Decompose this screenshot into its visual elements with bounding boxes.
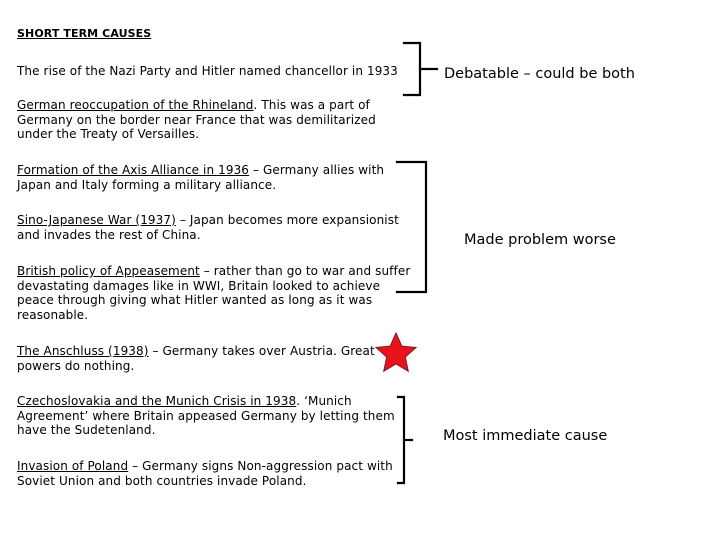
cause-rhineland-description: . This was a part of Germany on the border near France that was demilitarized under the Treaty of Versailles. xyxy=(17,98,376,141)
cause-anschluss-heading: The Anschluss (1938) xyxy=(17,344,149,358)
star-icon xyxy=(376,333,416,371)
bracket-debatable xyxy=(404,43,420,95)
cause-nazi-rise-text: The rise of the Nazi Party and Hitler named chancellor in 1933 xyxy=(17,64,398,78)
label-most-immediate-cause: Most immediate cause xyxy=(443,428,608,444)
cause-invasion-of-poland-description: – Germany signs Non-aggression pact with Soviet Union and both countries invade Poland. xyxy=(17,459,393,488)
cause-anschluss-description: – Germany takes over Austria. Great powers do nothing. xyxy=(17,344,375,373)
cause-rhineland-heading: German reoccupation of the Rhineland xyxy=(17,98,254,112)
cause-sino-japanese-war-heading: Sino-Japanese War (1937) xyxy=(17,213,176,227)
cause-sino-japanese-war-description: – Japan becomes more expansionist and invades the rest of China. xyxy=(17,213,399,242)
bracket-made-worse xyxy=(397,162,426,292)
cause-munich-crisis-heading: Czechoslovakia and the Munich Crisis in 1938 xyxy=(17,394,297,408)
cause-invasion-of-poland-heading: Invasion of Poland xyxy=(17,459,129,473)
cause-munich-crisis-description: . ‘Munich Agreement’ where Britain appeased Germany by letting them have the Sudetenland. xyxy=(17,394,395,437)
page-title: SHORT TERM CAUSES xyxy=(17,27,152,40)
cause-axis-alliance-heading: Formation of the Axis Alliance in 1936 xyxy=(17,163,250,177)
cause-axis-alliance-description: – Germany allies with Japan and Italy forming a military alliance. xyxy=(17,163,385,192)
cause-appeasement-description: – rather than go to war and suffer devastating damages like in WWI, Britain looked to achieve peace through giving what Hitler wanted as long as it was reasonable. xyxy=(17,264,411,322)
label-debatable: Debatable – could be both xyxy=(444,66,635,82)
cause-appeasement-heading: British policy of Appeasement xyxy=(17,264,200,278)
label-made-problem-worse: Made problem worse xyxy=(464,232,616,248)
